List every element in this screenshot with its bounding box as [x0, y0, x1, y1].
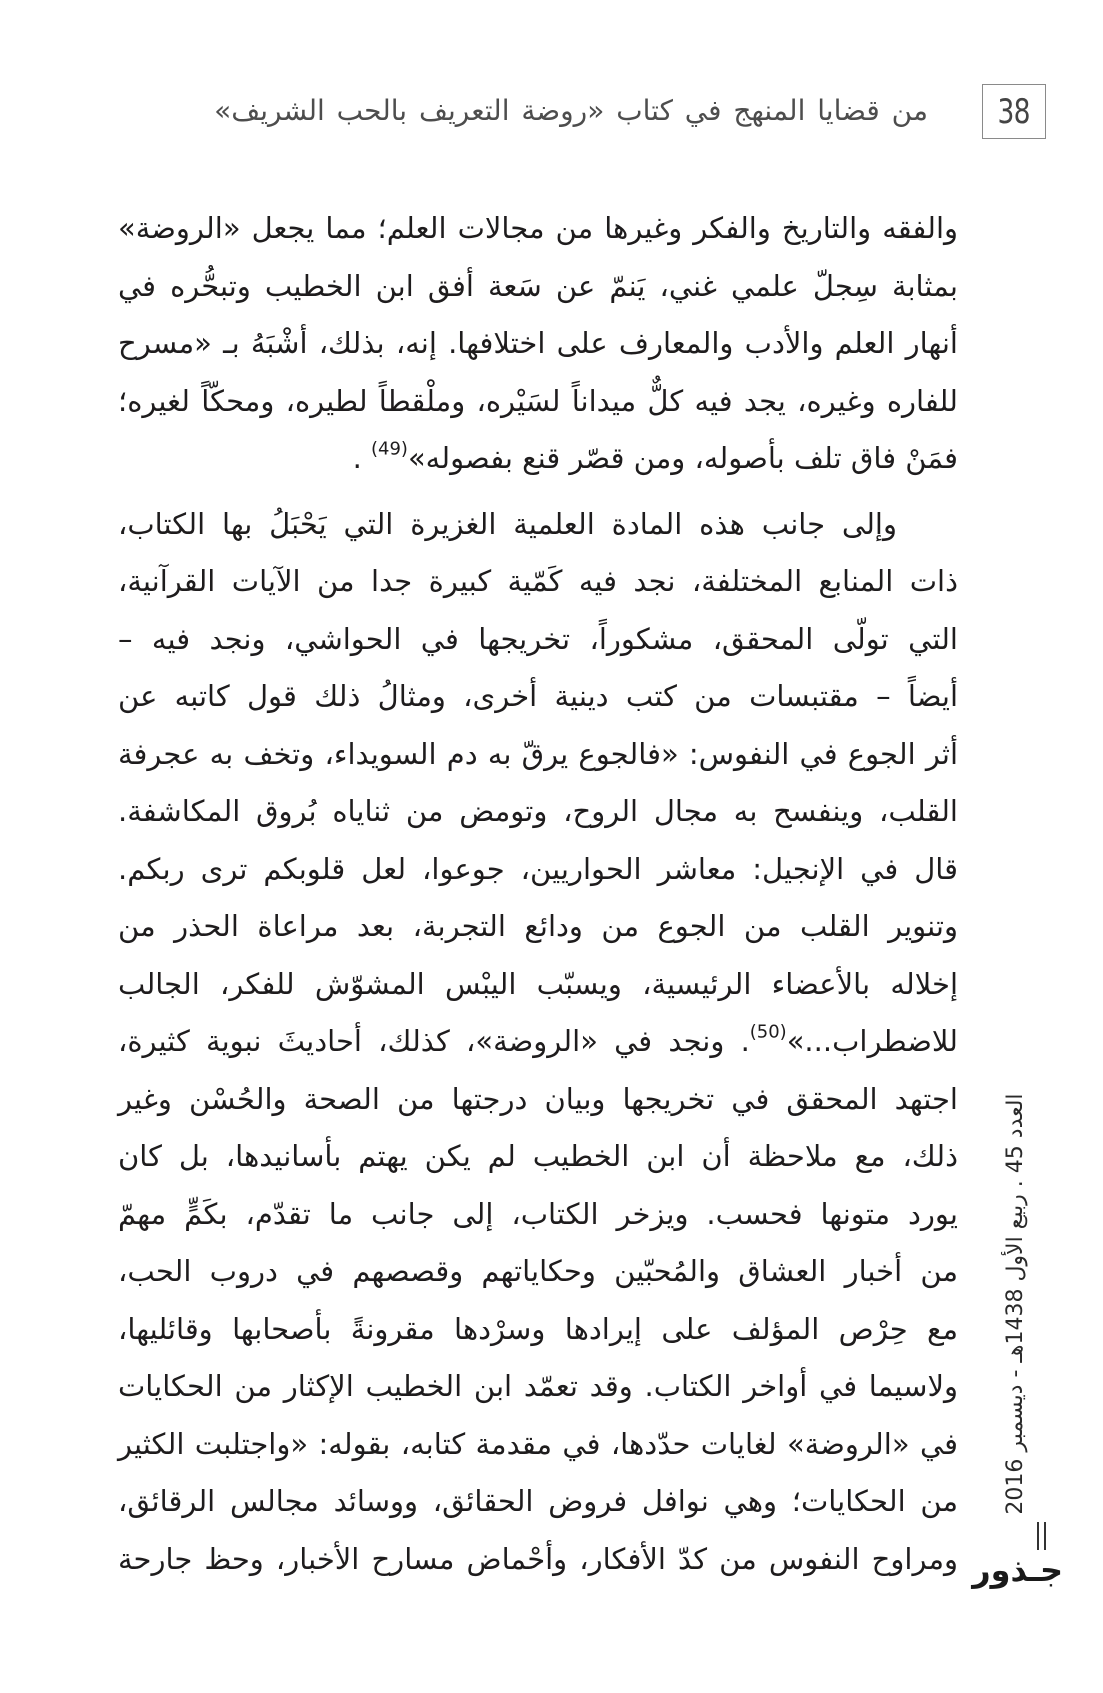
text-line: من أخبار العشاق والمُحبّين وحكاياتهم وقصصهم في دروب الحب، [118, 1254, 958, 1288]
text-line: يورد متونها فحسب. ويزخر الكتاب، إلى جانب ما تقدّم، بكَمٍّ مهمّ [118, 1196, 958, 1231]
text-line: في «الروضة» لغايات حدّدها، في مقدمة كتابه، بقوله: «واجتلبت الكثير [118, 1426, 958, 1461]
text-line: بمثابة سِجلّ علمي غني، يَنمّ عن سَعة أفق ابن الخطيب وتبحُّره في [118, 268, 958, 303]
article-body [118, 200, 958, 1588]
text-line: والفقه والتاريخ والفكر وغيرها من مجالات العلم؛ مما يجعل «الروضة» [118, 211, 958, 245]
page-number: 38 [997, 91, 1031, 132]
line-text: فمَنْ فاق تلف بأصوله، ومن قصّر قنع بفصوله» [407, 441, 958, 475]
text-line [118, 430, 958, 488]
paragraph [118, 200, 958, 488]
running-title: من قضايا المنهج في كتاب «روضة التعريف بالحب الشريف» [214, 94, 928, 127]
footnote-ref: (49) [371, 438, 408, 460]
text-line: وتنوير القلب من الجوع من ودائع التجربة، بعد مراعاة الحذر من [118, 909, 958, 943]
text-line: أثر الجوع في النفوس: «فالجوع يرقّ به دم السويداء، وتخف به عجرفة [118, 736, 958, 771]
line-text: . [352, 441, 372, 475]
text-line: قال في الإنجيل: معاشر الحواريين، جوعوا، لعل قلوبكم ترى ربكم. [118, 851, 958, 886]
text-line: ذات المنابع المختلفة، نجد فيه كَمّية كبيرة جدا من الآيات القرآنية، [118, 564, 958, 598]
text-line [118, 1013, 958, 1071]
page-number-box [982, 84, 1046, 139]
line-text: . ونجد في «الروضة»، كذلك، أحاديثَ نبوية كثيرة، [118, 1024, 750, 1058]
text-line: التي تولّى المحقق، مشكوراً، تخريجها في الحواشي، ونجد فيه – [118, 621, 958, 656]
footnote-ref: (50) [749, 1021, 787, 1043]
journal-logo: جـذور [972, 1551, 1063, 1589]
text-line: مع حِرْص المؤلف على إيرادها وسرْدها مقرونةً بأصحابها وقائليها، [118, 1311, 958, 1346]
text-line: أنهار العلم والأدب والمعارف على اختلافها. إنه، بذلك، أشْبَهُ بـ «مسرح [118, 326, 958, 360]
text-line: إخلاله بالأعضاء الرئيسية، ويسبّب اليبْس المشوّش للفكر، الجالب [118, 966, 958, 1001]
issue-info: العدد 45 . ربيع الأول 1438هـ - ديسمبر 2016 [1003, 1093, 1028, 1515]
text-line: وإلى جانب هذه المادة العلمية الغزيرة التي يَحْبَلُ بها الكتاب، [118, 506, 897, 541]
text-line: من الحكايات؛ وهي نوافل فروض الحقائق، ووسائد مجالس الرقائق، [118, 1484, 958, 1518]
text-line: القلب، وينفسح به مجال الروح، وتومض من ثناياه بُروق المكاشفة. [118, 794, 958, 828]
text-line: أيضاً – مقتبسات من كتب دينية أخرى، ومثالُ ذلك قول كاتبه عن [118, 679, 958, 713]
text-line: اجتهد المحقق في تخريجها وبيان درجتها من الصحة والحُسْن وغير [118, 1081, 958, 1116]
text-line: ومراوح النفوس من كدّ الأفكار، وأحْماض مسارح الأخبار، وحظ جارحة [118, 1541, 958, 1576]
text-line: للفاره وغيره، يجد فيه كلٌّ ميداناً لسَيْره، وملْقطاً لطيره، ومحكّاً لغيره؛ [118, 383, 958, 418]
line-text: للاضطراب...» [786, 1024, 958, 1058]
text-line: ذلك، مع ملاحظة أن ابن الخطيب لم يكن يهتم بأسانيدها، بل كان [118, 1139, 958, 1173]
paragraph [118, 496, 958, 1589]
text-line: ولاسيما في أواخر الكتاب. وقد تعمّد ابن الخطيب الإكثار من الحكايات [118, 1369, 958, 1403]
